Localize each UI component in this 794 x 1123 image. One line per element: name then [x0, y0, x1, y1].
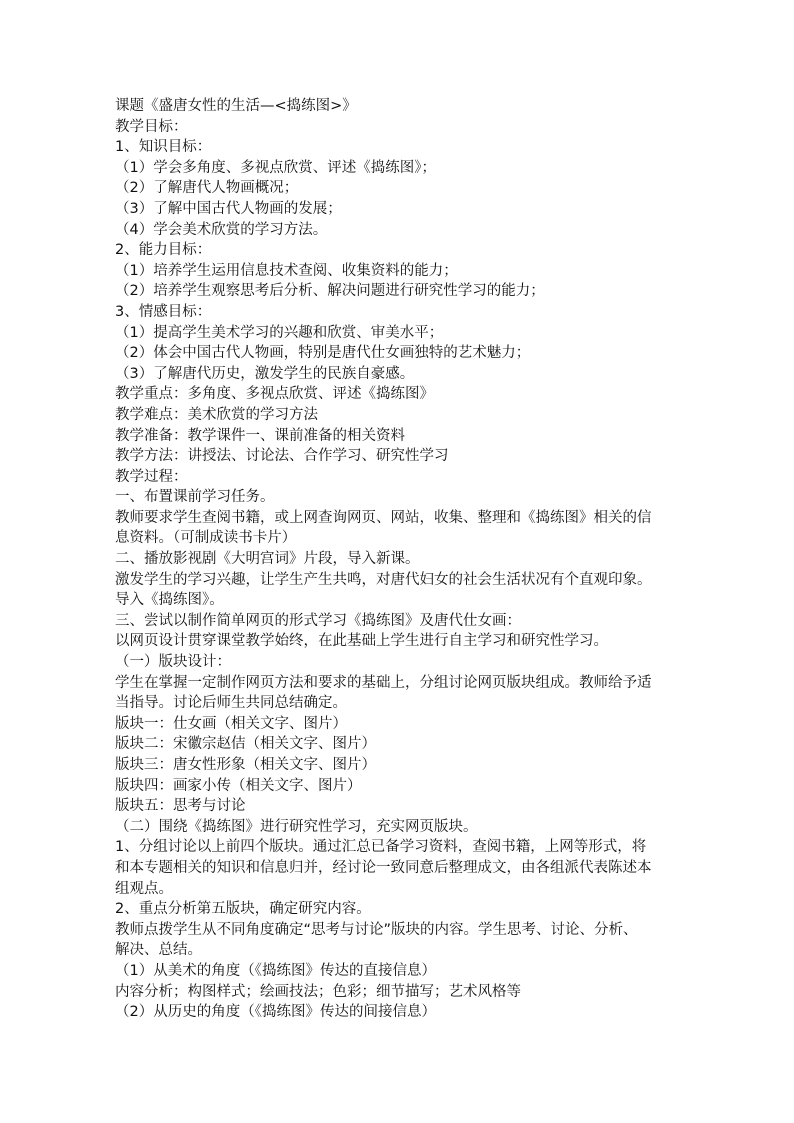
emotion-item-3: （3）了解唐代历史，激发学生的民族自豪感。 [115, 365, 415, 382]
history-angle-heading: （2）从历史的角度（《捣练图》传达的间接信息） [115, 1004, 436, 1021]
subheading-emotion: 3、情感目标： [115, 303, 212, 320]
research-item-2: 2、重点分析第五版块，确定研究内容。 [115, 901, 371, 918]
block-2: 版块二：宋徽宗赵佶（相关文字、图片） [115, 736, 376, 753]
research-item-2-text-line-2: 解决、总结。 [115, 942, 202, 959]
knowledge-item-4: （4）学会美术欣赏的学习方法。 [115, 221, 328, 238]
research-item-2-text-line-1: 教师点拨学生从不同角度确定“思考与讨论”版块的内容。学生思考、讨论、分析、 [115, 921, 638, 938]
block-3: 版块三：唐女性形象（相关文字、图片） [115, 757, 376, 773]
block-5: 版块五：思考与讨论 [115, 798, 246, 815]
section-heading-process: 教学过程： [115, 468, 188, 485]
step-3-text: 以网页设计贯穿课堂教学始终，在此基础上学生进行自主学习和研究性学习。 [115, 633, 608, 650]
teaching-preparation: 教学准备：教学课件一、课前准备的相关资料 [115, 427, 405, 444]
emotion-item-1: （1）提高学生美术学习的兴趣和欣赏、审美水平； [115, 324, 444, 341]
block-design-text-line-1: 学生在掌握一定制作网页方法和要求的基础上，分组讨论网页版块组成。教师给予适 [115, 674, 652, 691]
ability-item-1: （1）培养学生运用信息技术查阅、收集资料的能力； [115, 262, 458, 279]
research-item-1-line-1: 1、分组讨论以上前四个版块。通过汇总已备学习资料，查阅书籍，上网等形式，将 [115, 839, 647, 856]
art-angle-heading: （1）从美术的角度（《捣练图》传达的直接信息） [115, 962, 436, 979]
step-1-text-line-1: 教师要求学生查阅书籍，或上网查询网页、网站，收集、整理和《捣练图》相关的信 [115, 509, 652, 526]
step-1-heading: 一、布置课前学习任务。 [115, 489, 275, 506]
art-angle-content: 内容分析；构图样式；绘画技法；色彩；细节描写；艺术风格等 [115, 983, 521, 1000]
ability-item-2: （2）培养学生观察思考后分析、解决问题进行研究性学习的能力； [115, 283, 545, 300]
research-item-1-line-3: 组观点。 [115, 880, 173, 897]
block-design-text-line-2: 当指导。讨论后师生共同总结确定。 [115, 695, 347, 712]
knowledge-item-2: （2）了解唐代人物画概况； [115, 180, 299, 197]
knowledge-item-1: （1）学会多角度、多视点欣赏、评述《捣练图》； [115, 159, 436, 176]
step-1-text-line-2: 息资料。（可制成读书卡片） [115, 530, 297, 547]
block-4: 版块四：画家小传（相关文字、图片） [115, 777, 362, 794]
section-heading-objectives: 教学目标： [115, 118, 188, 135]
lesson-title: 课题《盛唐女性的生活—<捣练图>》 [115, 98, 357, 114]
step-2-heading: 二、播放影视剧《大明宫词》片段，导入新课。 [115, 551, 420, 568]
subheading-ability: 2、能力目标： [115, 242, 212, 259]
step-2-text-line-1: 激发学生的学习兴趣，让学生产生共鸣，对唐代妇女的社会生活状况有个直观印象。 [115, 571, 652, 588]
teaching-difficulty: 教学难点：美术欣赏的学习方法 [115, 406, 318, 423]
block-design-heading: （一）版块设计： [115, 654, 231, 671]
subheading-knowledge: 1、知识目标： [115, 139, 212, 156]
teaching-focus: 教学重点：多角度、多视点欣赏、评述《捣练图》 [115, 386, 434, 403]
research-heading: （二）围绕《捣练图》进行研究性学习，充实网页版块。 [115, 818, 478, 835]
teaching-methods: 教学方法：讲授法、讨论法、合作学习、研究性学习 [115, 448, 449, 465]
research-item-1-line-2: 和本专题相关的知识和信息归并，经讨论一致同意后整理成文，由各组派代表陈述本 [115, 859, 652, 876]
block-1: 版块一：仕女画（相关文字、图片） [115, 715, 347, 732]
knowledge-item-3: （3）了解中国古代人物画的发展； [115, 200, 342, 217]
step-3-heading: 三、尝试以制作简单网页的形式学习《捣练图》及唐代仕女画： [115, 612, 521, 629]
emotion-item-2: （2）体会中国古代人物画，特别是唐代仕女画独特的艺术魅力； [115, 345, 531, 362]
document-body [115, 96, 715, 1023]
step-2-text-line-2: 导入《捣练图》。 [115, 592, 224, 609]
